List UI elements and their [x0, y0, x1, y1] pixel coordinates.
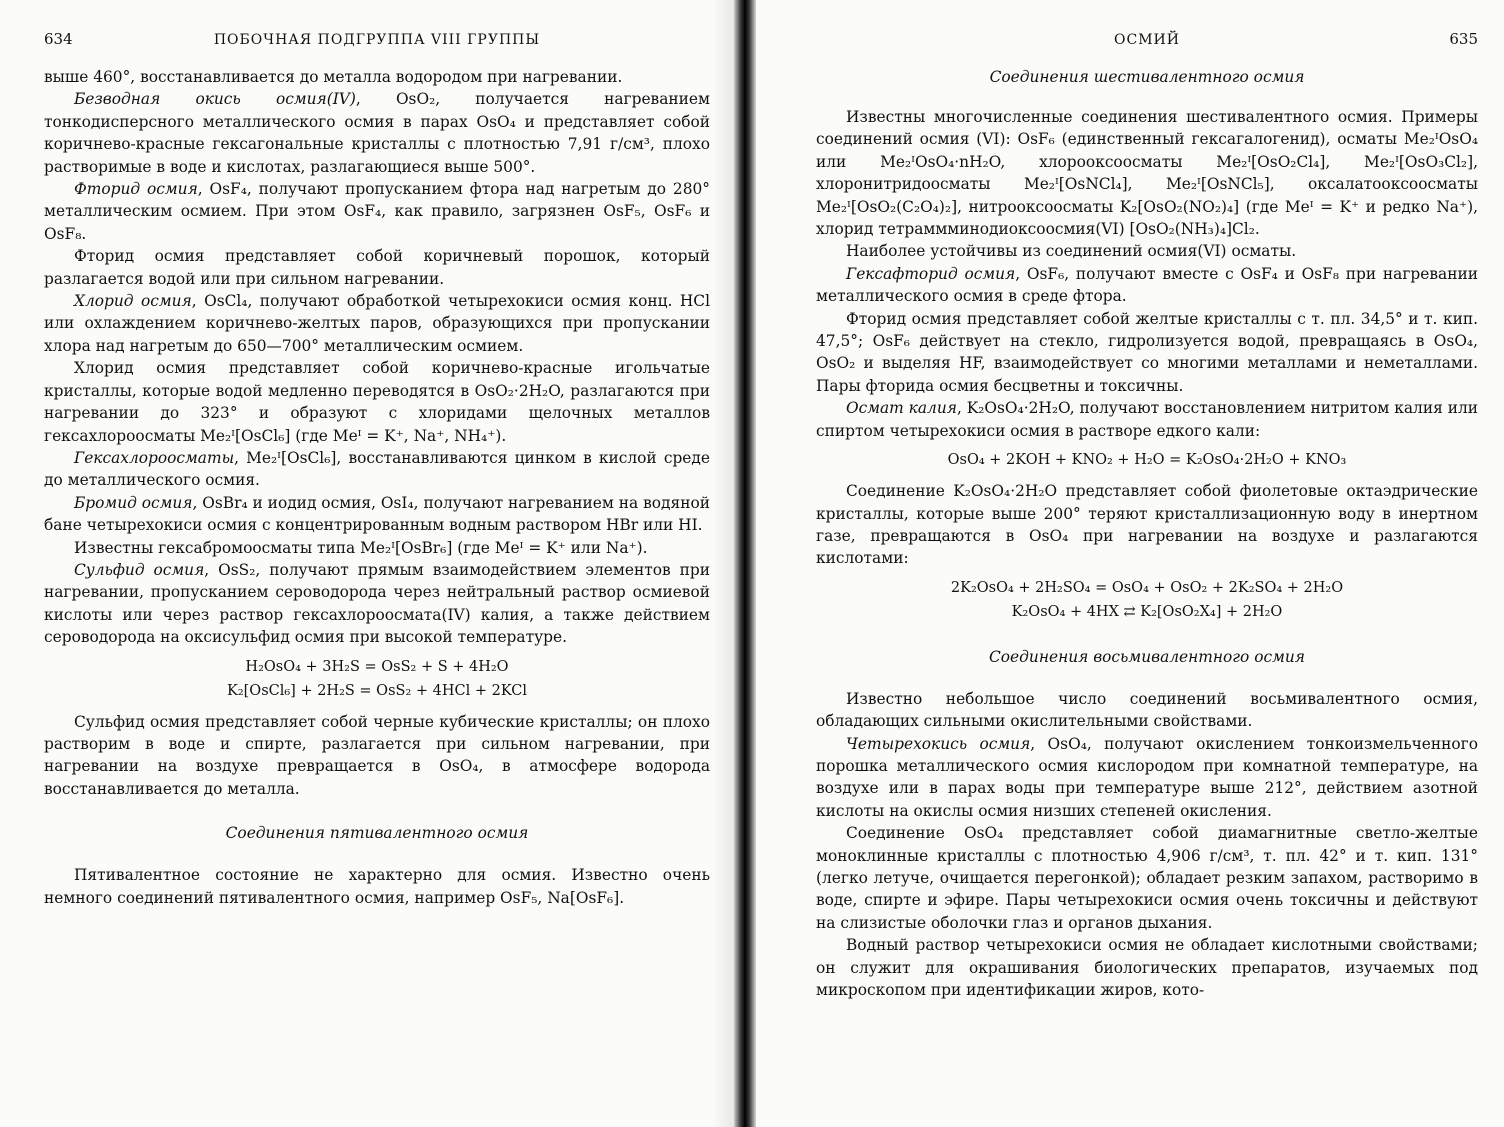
book-gutter — [734, 0, 756, 1127]
paragraph-text: , OsF₄, получают пропусканием фтора над нагретым до 280° металлическим осмием. При этом OsF₄, как правило, загрязнен OsF₅, OsF₆ и OsF₈. — [44, 180, 710, 243]
paragraph — [816, 822, 1478, 934]
paragraph-text: , OsBr₄ и иодид осмия, OsI₄, получают нагреванием на водяной бане четырехокиси осмия с концентрированным водным раствором HBr или HI. — [44, 493, 710, 535]
paragraph-text: , OsS₂, получают прямым взаимодействием элементов при нагревании, пропусканием сероводорода через нейтральный раствор осмиевой кислоты или через раствор гексахлороосмата(IV) калия, а также действием сероводорода на оксисульфид осмия при высокой температуре. — [44, 560, 710, 647]
paragraph-lead-term: Сульфид осмия — [74, 560, 205, 579]
paragraph-text: выше 460°, восстанавливается до металла водородом при нагревании. — [44, 68, 623, 86]
paragraph-text: Соединение K₂OsO₄·2H₂O представляет собой фиолетовые октаэдрические кристаллы, которые выше 200° теряют кристаллизационную воду в инертном газе, превращаются в OsO₄ при нагревании на воздухе и разлагаются кислотами: — [816, 482, 1478, 568]
paragraph — [44, 245, 710, 290]
paragraph — [44, 492, 710, 537]
section-heading: Соединения восьмивалентного осмия — [989, 647, 1305, 666]
paragraph-lead-term: Гексахлороосматы — [74, 448, 235, 467]
paragraph-text: , OsF₆, получают вместе с OsF₄ и OsF₈ при нагревании металлического осмия в среде фтора. — [816, 264, 1478, 306]
paragraph-text: , OsCl₄, получают обработкой четырехокиси осмия конц. HCl или охлаждением коричнево-желтых паров, образующихся при пропускании хлора над нагретым до 650—700° металлическим осмием. — [44, 292, 711, 355]
paragraph — [816, 263, 1478, 308]
chemical-equation: 2K₂OsO₄ + 2H₂SO₄ = OsO₄ + OsO₂ + 2K₂SO₄ + 2H₂O — [950, 579, 1344, 596]
right-page — [756, 0, 1504, 1127]
chemical-equation: K₂[OsCl₆] + 2H₂S = OsS₂ + 4HCl + 2KCl — [227, 682, 527, 699]
paragraph — [816, 397, 1478, 442]
right-page-number: 635 — [1449, 30, 1478, 48]
paragraph-text: Известны гексабромоосматы типа Me₂ᴵ[OsBr₆] (где Meᴵ = K⁺ или Na⁺). — [74, 538, 648, 557]
paragraph — [816, 934, 1478, 1001]
equation-block — [816, 576, 1478, 624]
paragraph-text: Фторид осмия представляет собой желтые кристаллы с т. пл. 34,5° и т. кип. 47,5°; OsF₆ действует на стекло, гидролизуется водой, превращаясь в OsO₄, OsO₂ и выделяя HF, взаимодействует со многими металлами и неметаллами. Пары фторида осмия бесцветны и токсичны. — [816, 309, 1478, 395]
equation-block — [816, 448, 1478, 472]
left-running-title: ПОБОЧНАЯ ПОДГРУППА VIII ГРУППЫ — [213, 32, 541, 48]
right-page-content — [816, 66, 1478, 1001]
paragraph-text: , Me₂ᴵ[OsCl₆], восстанавливаются цинком в кислой среде до металлического осмия. — [44, 448, 710, 490]
paragraph-lead-term: Бромид осмия — [74, 493, 193, 512]
paragraph — [44, 178, 710, 245]
chemical-equation: K₂OsO₄ + 4HX ⇄ K₂[OsO₂X₄] + 2H₂O — [1011, 603, 1283, 620]
paragraph-text: Фторид осмия представляет собой коричневый порошок, который разлагается водой или при сильном нагревании. — [44, 247, 710, 288]
paragraph — [44, 66, 710, 88]
chemical-equation: OsO₄ + 2KOH + KNO₂ + H₂O = K₂OsO₄·2H₂O + KNO₃ — [947, 452, 1347, 469]
paragraph — [816, 106, 1478, 240]
paragraph — [816, 733, 1478, 823]
paragraph-text: , OsO₄, получают окислением тонкоизмельченного порошка металлического осмия кислородом при комнатной температуре, на воздухе или в парах воды при температуре выше 212°, действием азотной кислоты на окислы осмия низших степеней окисления. — [816, 734, 1478, 820]
paragraph-text: Соединение OsO₄ представляет собой диамагнитные светло-желтые моноклинные кристаллы с плотностью 4,906 г/см³, т. пл. 42° и т. кип. 131° (легко летуче, очищается перегонкой); обладает резким запахом, растворимо в воде, спирте и эфире. Пары четырехокиси осмия очень токсичны и действуют на слизистые оболочки глаз и органов дыхания. — [816, 824, 1478, 932]
paragraph — [44, 864, 710, 909]
paragraph-text: Водный раствор четырехокиси осмия не обладает кислотными свойствами; он служит для окрашивания биологических препаратов, изучаемых под микроскопом при идентификации жиров, кото- — [816, 936, 1478, 999]
paragraph — [44, 447, 710, 492]
paragraph — [816, 688, 1478, 733]
left-page — [0, 0, 734, 1127]
left-running-head — [44, 30, 710, 52]
paragraph-text: Сульфид осмия представляет собой черные кубические кристаллы; он плохо растворим в воде и спирте, разлагается при сильном нагревании, при нагревании на воздухе превращается в OsO₄, в атмосфере водорода восстанавливается до металла. — [44, 712, 710, 798]
paragraph-lead-term: Хлорид осмия — [74, 292, 192, 311]
paragraph — [44, 559, 710, 649]
paragraph-text: Пятивалентное состояние не характерно для осмия. Известно очень немного соединений пятивалентного осмия, например OsF₅, Na[OsF₆]. — [44, 866, 710, 907]
right-running-title: ОСМИЙ — [1114, 32, 1180, 48]
paragraph-lead-term: Гексафторид осмия — [846, 264, 1016, 283]
paragraph — [44, 88, 710, 178]
paragraph — [44, 357, 710, 447]
equation-block — [44, 655, 710, 703]
paragraph — [44, 290, 710, 357]
paragraph-lead-term: Осмат калия — [846, 399, 957, 418]
paragraph-text: , OsO₂, получается нагреванием тонкодисперсного металлического осмия в парах OsO₄ и представляет собой коричнево-красные гексагональные кристаллы с плотностью 7,91 г/см³, плохо растворимые в воде и кислотах, разлагающиеся выше 500°. — [44, 90, 710, 176]
paragraph-lead-term: Фторид осмия — [74, 180, 198, 199]
section-heading: Соединения шестивалентного осмия — [989, 68, 1305, 86]
paragraph-text: Хлорид осмия представляет собой коричнево-красные игольчатые кристаллы, которые водой медленно переводятся в OsO₂·2H₂O, разлагаются при нагревании до 323° и образуют с хлоридами щелочных металлов гексахлороосматы Me₂ᴵ[OsCl₆] (где Meᴵ = K⁺, Na⁺, NH₄⁺). — [44, 359, 710, 445]
right-running-head — [816, 30, 1478, 52]
left-page-content — [44, 66, 710, 909]
paragraph — [816, 308, 1478, 398]
paragraph-text: Наиболее устойчивы из соединений осмия(VI) осматы. — [846, 242, 1297, 261]
left-page-number: 634 — [44, 30, 73, 48]
paragraph-text: , K₂OsO₄·2H₂O, получают восстановлением нитритом калия или спиртом четырехокиси осмия в растворе едкого кали: — [816, 399, 1478, 440]
paragraph — [816, 240, 1478, 262]
paragraph-lead-term: Четырехокись осмия — [846, 734, 1031, 753]
paragraph — [816, 480, 1478, 570]
paragraph-text: Известно небольшое число соединений восьмивалентного осмия, обладающих сильными окислительными свойствами. — [816, 689, 1478, 731]
paragraph — [44, 711, 710, 801]
chemical-equation: H₂OsO₄ + 3H₂S = OsS₂ + S + 4H₂O — [245, 658, 509, 675]
section-heading: Соединения пятивалентного осмия — [225, 824, 529, 843]
paragraph-text: Известны многочисленные соединения шестивалентного осмия. Примеры соединений осмия (VI): OsF₆ (единственный гексагалогенид), осматы Me₂ᴵOsO₄ или Me₂ᴵOsO₄·nH₂O, хлорооксоосматы Me₂ᴵ[OsO₂Cl₄], Me₂ᴵ[OsO₃Cl₂], хлоронитридоосматы Me₂ᴵ[OsNCl₄], Me₂ᴵ[OsNCl₅], оксалатооксоосматы Me₂ᴵ[OsO₂(C₂O₄)₂], нитрооксоосматы K₂[OsO₂(NO₂)₄] (где Meᴵ = K⁺ и редко Na⁺), хлорид тетраммминодиоксоосмия(VI) [OsO₂(NH₃)₄]Cl₂. — [816, 108, 1478, 239]
paragraph — [44, 537, 710, 559]
paragraph-lead-term: Безводная окись осмия(IV) — [74, 90, 356, 109]
